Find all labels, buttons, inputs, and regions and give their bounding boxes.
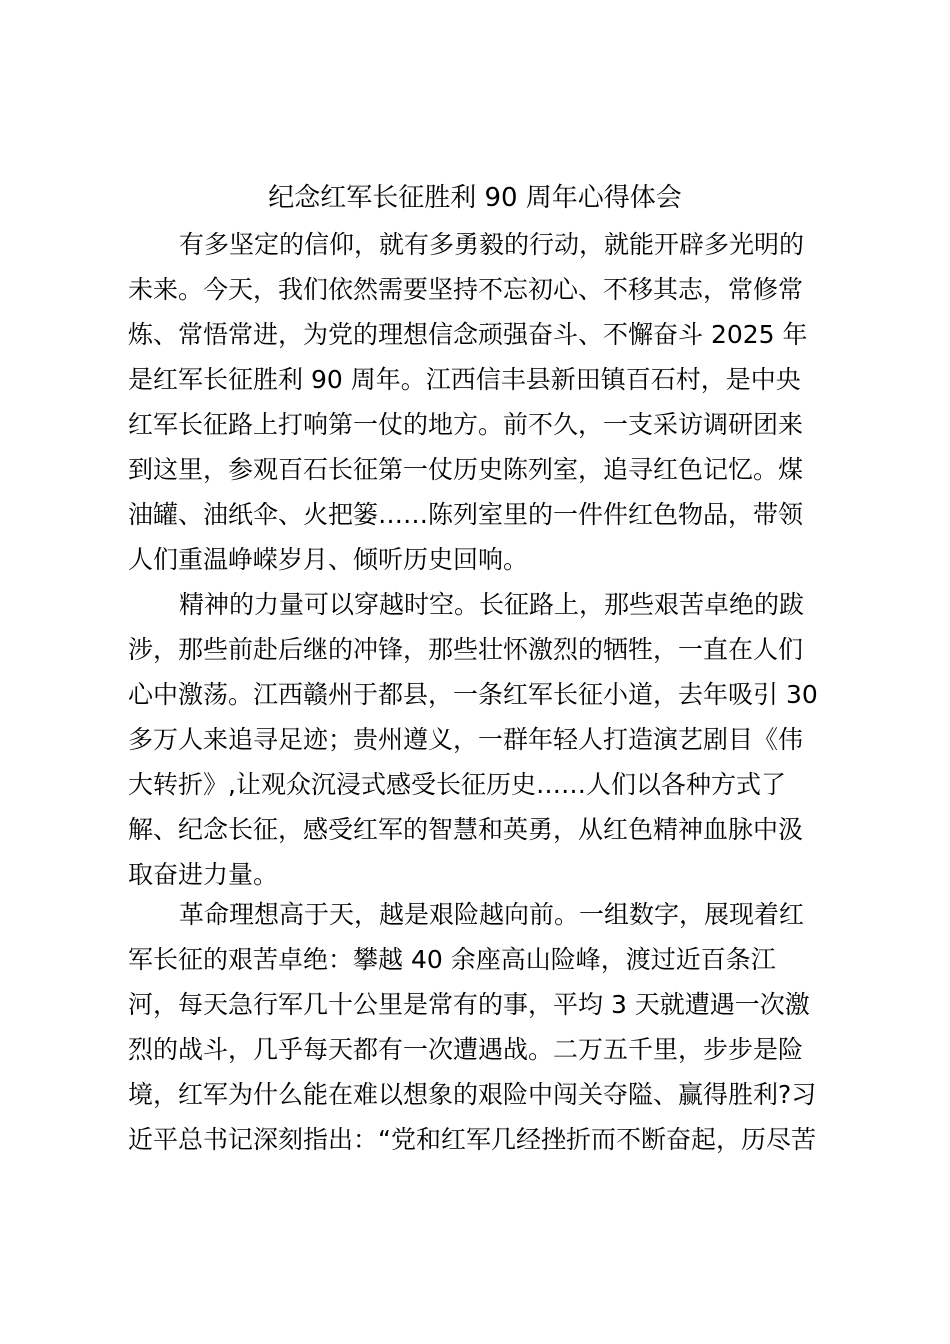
paragraph-line: 大转折》,让观众沉浸式感受长征历史……人们以各种方式了 <box>128 770 786 799</box>
paragraph-line: 境，红军为什么能在难以想象的艰险中闯关夺隘、赢得胜利?习 <box>128 1080 817 1109</box>
paragraph-line: 炼、常悟常进，为党的理想信念顽强奋斗、不懈奋斗 2025 年 <box>128 320 808 349</box>
paragraph-line: 红军长征路上打响第一仗的地方。前不久，一支采访调研团来 <box>128 410 804 439</box>
paragraph-line: 是红军长征胜利 90 周年。江西信丰县新田镇百石村，是中央 <box>128 365 801 394</box>
paragraph-line: 精神的力量可以穿越时空。长征路上，那些艰苦卓绝的跋 <box>179 590 805 619</box>
paragraph-3 <box>128 892 816 1162</box>
paragraph-line: 多万人来追寻足迹；贵州遵义，一群年轻人打造演艺剧目《伟 <box>128 725 804 754</box>
paragraph-line: 有多坚定的信仰，就有多勇毅的行动，就能开辟多光明的 <box>179 230 805 259</box>
paragraph-line: 心中激荡。江西赣州于都县，一条红军长征小道，去年吸引 30 <box>128 680 818 709</box>
paragraph-line: 未来。今天，我们依然需要坚持不忘初心、不移其志，常修常 <box>128 275 804 304</box>
paragraph-line: 取奋进力量。 <box>128 860 279 889</box>
paragraph-line: 解、纪念长征，感受红军的智慧和英勇，从红色精神血脉中汲 <box>128 815 804 844</box>
paragraph-line: 河，每天急行军几十公里是常有的事，平均 3 天就遭遇一次激 <box>128 990 810 1019</box>
paragraph-line: 近平总书记深刻指出：“党和红军几经挫折而不断奋起，历尽苦 <box>128 1125 816 1154</box>
paragraph-2 <box>128 582 818 897</box>
document-title: 纪念红军长征胜利 90 周年心得体会 <box>268 183 682 213</box>
paragraph-line: 到这里，参观百石长征第一仗历史陈列室，追寻红色记忆。煤 <box>128 455 804 484</box>
paragraph-line: 军长征的艰苦卓绝：攀越 40 余座高山险峰，渡过近百条江 <box>128 945 776 974</box>
paragraph-line: 人们重温峥嵘岁月、倾听历史回响。 <box>128 545 529 574</box>
paragraph-line: 涉，那些前赴后继的冲锋，那些壮怀激烈的牺牲，一直在人们 <box>128 635 804 664</box>
paragraph-1 <box>128 222 808 582</box>
paragraph-line: 油罐、油纸伞、火把篓……陈列室里的一件件红色物品，带领 <box>128 500 804 529</box>
paragraph-line: 烈的战斗，几乎每天都有一次遭遇战。二万五千里，步步是险 <box>128 1035 804 1064</box>
paragraph-line: 革命理想高于天，越是艰险越向前。一组数字，展现着红 <box>179 900 805 929</box>
